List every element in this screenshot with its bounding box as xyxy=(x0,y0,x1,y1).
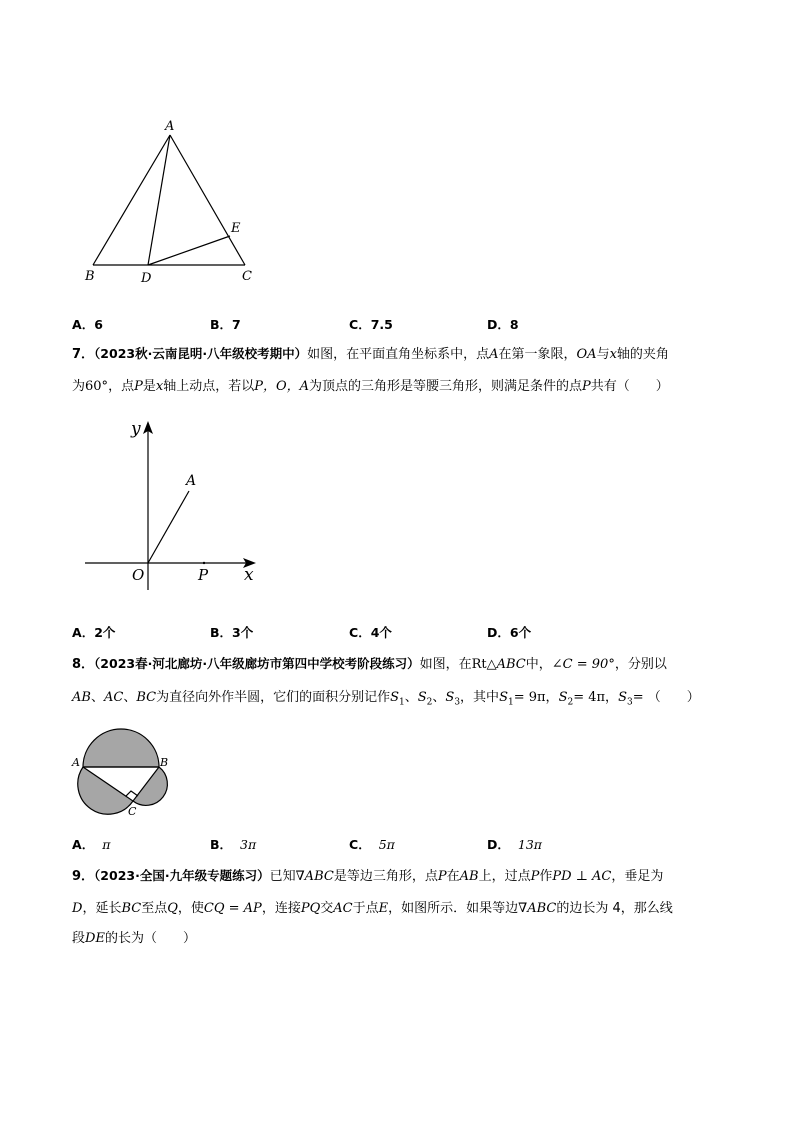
q6-option-c[interactable]: C．7.5 xyxy=(349,317,393,332)
q8-options xyxy=(72,835,632,853)
semicircle-ac xyxy=(78,767,133,814)
side-ac xyxy=(170,135,245,265)
q6-option-b[interactable]: B．7 xyxy=(210,317,241,332)
semicircle-ab xyxy=(83,729,159,767)
q7-options xyxy=(72,623,632,641)
q6-triangle-figure xyxy=(80,110,280,290)
q8-option-d[interactable]: D． 13π xyxy=(487,837,543,852)
q7-option-c[interactable]: C．4个 xyxy=(349,625,392,640)
label-a: A xyxy=(186,473,197,489)
label-x: x xyxy=(244,565,254,585)
label-y: y xyxy=(131,419,141,439)
label-e: E xyxy=(231,221,241,236)
q7-line-2: 为60°，点P是x轴上动点，若以P，O，A为顶点的三角形是等腰三角形，则满足条件的点P共有（ ） xyxy=(72,379,669,394)
label-a: A xyxy=(165,119,175,134)
label-a: A xyxy=(72,756,80,769)
label-b: B xyxy=(160,756,169,769)
q7-option-d[interactable]: D．6个 xyxy=(487,625,532,640)
label-c: C xyxy=(128,805,137,818)
q7-option-a[interactable]: A．2个 xyxy=(72,625,116,640)
q6-option-a[interactable]: A．6 xyxy=(72,317,103,332)
point-p-dot xyxy=(203,562,205,564)
label-d: D xyxy=(141,271,152,286)
q8-option-c[interactable]: C． 5π xyxy=(349,837,395,852)
q8-semicircles-figure xyxy=(68,724,178,824)
label-p: P xyxy=(198,566,209,584)
semicircle-bc xyxy=(133,767,167,805)
q8-option-a[interactable]: A． π xyxy=(72,837,111,852)
q8-line-1: 8．（2023春·河北廊坊·八年级廊坊市第四中学校考阶段练习）如图，在Rt△ABC中，∠C = 90°，分别以 xyxy=(72,656,667,672)
q9-line-1: 9．（2023·全国·九年级专题练习）已知∇ABC是等边三角形，点P在AB上，过点P作PD ⊥ AC，垂足为 xyxy=(72,868,664,884)
q6-option-d[interactable]: D．8 xyxy=(487,317,519,332)
q9-line-3: 段DE的长为（ ） xyxy=(72,931,196,946)
ray-oa xyxy=(148,491,189,563)
q8-line-2: AB、AC、BC为直径向外作半圆，它们的面积分别记作$S_1$、$S_2$、$S_3$，其中$S_1= 9\pi$，$S_2= 4\pi$，$S_3=$ （ ） xyxy=(72,690,700,708)
q7-axes-figure xyxy=(80,412,280,592)
right-angle-mark-icon xyxy=(126,791,138,796)
q7-line-1: 7．（2023秋·云南昆明·八年级校考期中）如图，在平面直角坐标系中，点A在第一象限，OA与x轴的夹角 xyxy=(72,346,669,362)
segment-de xyxy=(148,236,230,265)
q7-option-b[interactable]: B．3个 xyxy=(210,625,254,640)
label-c: C xyxy=(242,269,252,284)
label-o: O xyxy=(132,566,145,584)
label-b: B xyxy=(85,269,95,284)
q6-options xyxy=(72,315,632,333)
q9-line-2: D，延长BC至点Q，使CQ = AP，连接PQ交AC于点E，如图所示．如果等边∇ABC的边长为 4，那么线 xyxy=(72,901,673,916)
q8-option-b[interactable]: B． 3π xyxy=(210,837,257,852)
